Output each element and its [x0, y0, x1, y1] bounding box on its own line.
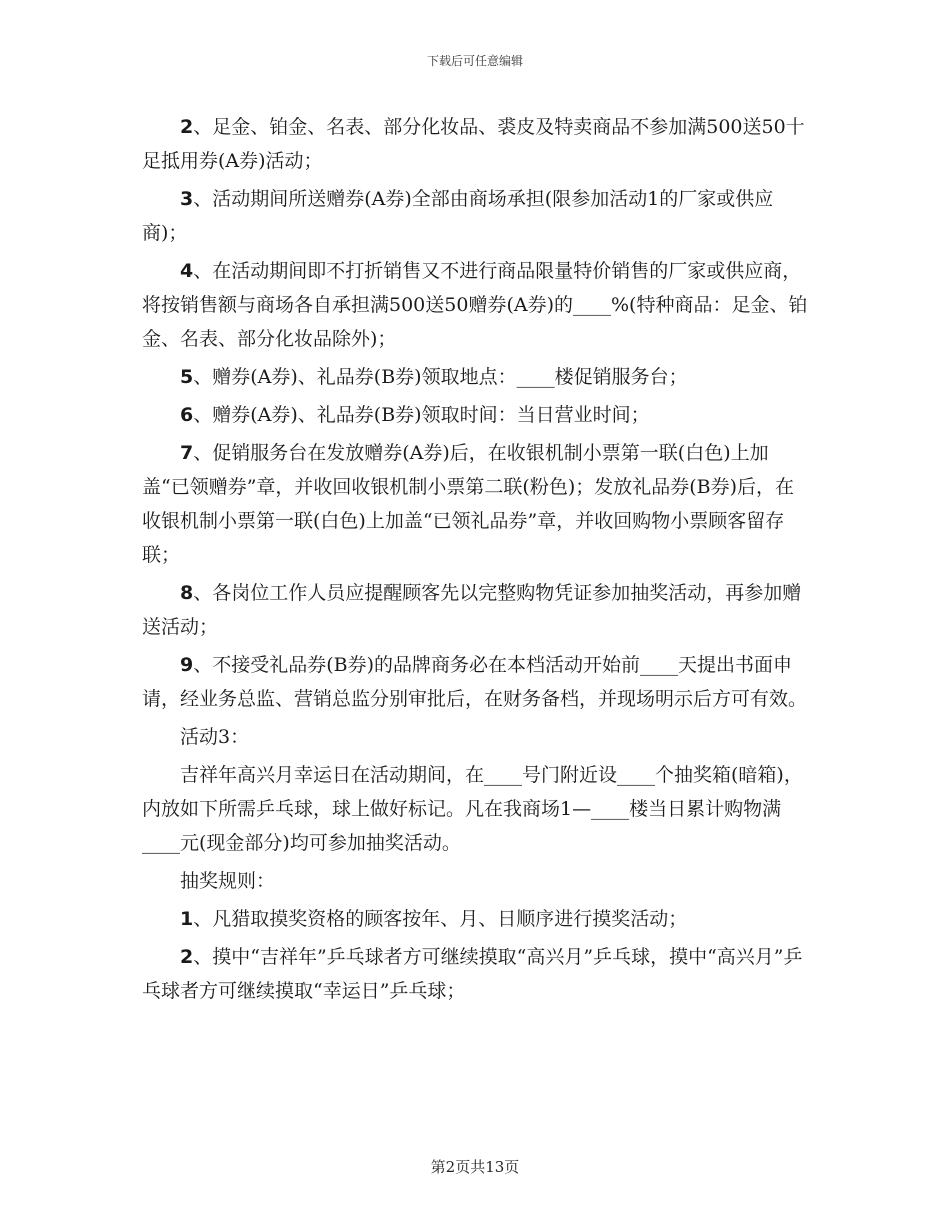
paragraph-text: 、赠券(A券)、礼品券(B券)领取地点：____楼促销服务台； [193, 366, 688, 388]
paragraph-text: 、足金、铂金、名表、部分化妆品、裘皮及特卖商品不参加满500送50十足抵用券(A券)活动； [142, 116, 805, 172]
paragraph-text: 、赠券(A券)、礼品券(B券)领取时间：当日营业时间； [193, 404, 650, 426]
item-number: 3 [180, 188, 194, 210]
paragraph-text: 抽奖规则： [180, 870, 276, 892]
paragraph-text: 、促销服务台在发放赠券(A券)后，在收银机制小票第一联(白色)上加盖“已领赠券”章，并收回收银机制小票第二联(粉色)；发放礼品券(B券)后，在收银机制小票第一联(白色)上加盖“已领礼品券”章，并收回购物小票顾客留存联； [142, 442, 795, 566]
paragraph [142, 576, 812, 644]
item-number: 2 [180, 946, 194, 968]
paragraph [142, 902, 812, 936]
paragraph [142, 254, 812, 356]
paragraph [142, 940, 812, 1008]
item-number: 8 [180, 582, 194, 604]
paragraph [142, 360, 812, 394]
section-heading [142, 720, 812, 754]
page-footer: 第2页共13页 [430, 1158, 520, 1176]
item-number: 2 [180, 116, 194, 138]
item-number: 6 [180, 404, 194, 426]
paragraph-text: 、不接受礼品券(B券)的品牌商务必在本档活动开始前____天提出书面申请，经业务总监、营销总监分别审批后，在财务备档，并现场明示后方可有效。 [142, 654, 808, 710]
paragraph [142, 398, 812, 432]
paragraph [142, 182, 812, 250]
item-number: 4 [180, 260, 194, 282]
paragraph-text: 、摸中“吉祥年”乒乓球者方可继续摸取“高兴月”乒乓球，摸中“高兴月”乒乓球者方可继续摸取“幸运日”乒乓球； [142, 946, 803, 1002]
paragraph [142, 758, 812, 860]
section-heading [142, 864, 812, 898]
paragraph-text: 、在活动期间即不打折销售又不进行商品限量特价销售的厂家或供应商，将按销售额与商场各自承担满500送50赠券(A券)的____%(特种商品：足金、铂金、名表、部分化妆品除外)； [142, 260, 808, 350]
paragraph-text: 、凡猎取摸奖资格的顾客按年、月、日顺序进行摸奖活动； [193, 908, 688, 930]
paragraph-text: 活动3： [180, 726, 250, 748]
page-header: 下载后可任意编辑 [426, 54, 523, 68]
paragraph-text: 、各岗位工作人员应提醒顾客先以完整购物凭证参加抽奖活动，再参加赠送活动； [142, 582, 802, 638]
item-number: 9 [180, 654, 194, 676]
paragraph [142, 436, 812, 572]
item-number: 1 [180, 908, 194, 930]
paragraph-text: 吉祥年高兴月幸运日在活动期间，在____号门附近设____个抽奖箱(暗箱)，内放如下所需乒乓球，球上做好标记。凡在我商场1—____楼当日累计购物满____元(现金部分)均可参加抽奖活动。 [142, 764, 803, 854]
item-number: 7 [180, 442, 194, 464]
document-body [142, 110, 812, 1012]
paragraph [142, 648, 812, 716]
paragraph [142, 110, 812, 178]
item-number: 5 [180, 366, 194, 388]
paragraph-text: 、活动期间所送赠券(A券)全部由商场承担(限参加活动1的厂家或供应商)； [142, 188, 774, 244]
